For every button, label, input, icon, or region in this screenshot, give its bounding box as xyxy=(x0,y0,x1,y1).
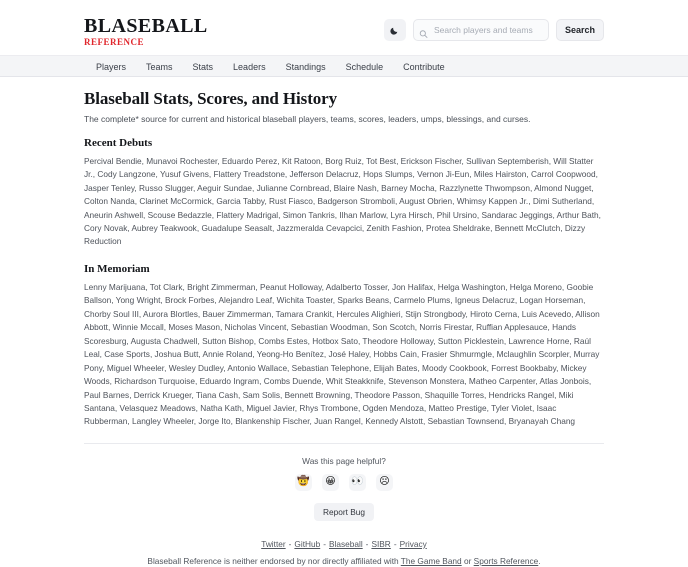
site-logo[interactable] xyxy=(84,14,208,47)
footer-note-suffix: . xyxy=(538,555,541,566)
eyes-emoji[interactable]: 👀 xyxy=(349,474,366,491)
footer-link-privacy[interactable]: Privacy xyxy=(399,538,427,549)
search-input[interactable] xyxy=(413,19,549,41)
feedback-widget xyxy=(84,444,604,521)
footer-link-twitter[interactable]: Twitter xyxy=(261,538,286,549)
footer-link-separator: - xyxy=(288,538,292,549)
theme-toggle-button[interactable] xyxy=(384,19,406,41)
nav-item-stats[interactable]: Stats xyxy=(192,62,214,72)
report-bug-button[interactable]: Report Bug xyxy=(314,503,374,521)
nav-item-teams[interactable]: Teams xyxy=(146,62,173,72)
footer-link-sibr[interactable]: SIBR xyxy=(371,538,391,549)
site-footer xyxy=(84,521,604,567)
page-title: Blaseball Stats, Scores, and History xyxy=(84,89,337,108)
nav-item-standings[interactable]: Standings xyxy=(285,62,326,72)
frowning-face-emoji[interactable]: ☹ xyxy=(376,474,393,491)
feedback-reactions xyxy=(84,474,604,491)
cowboy-hat-face-emoji[interactable]: 🤠 xyxy=(295,474,312,491)
the-game-band-link[interactable]: The Game Band xyxy=(400,555,462,566)
search-button[interactable]: Search xyxy=(556,19,604,41)
footer-note-middle: or xyxy=(461,555,474,566)
footer-link-github[interactable]: GitHub xyxy=(294,538,321,549)
footer-link-separator: - xyxy=(393,538,397,549)
nav-item-leaders[interactable]: Leaders xyxy=(233,62,266,72)
sports-reference-link[interactable]: Sports Reference xyxy=(473,555,539,566)
footer-link-separator: - xyxy=(365,538,369,549)
main-content xyxy=(84,77,604,429)
footer-links xyxy=(84,539,604,549)
nav-item-players[interactable]: Players xyxy=(96,62,127,72)
main-navigation xyxy=(0,55,688,77)
brand-subtitle: REFERENCE xyxy=(84,37,145,47)
feedback-question: Was this page helpful? xyxy=(302,455,386,466)
grinning-face-emoji[interactable]: 😀 xyxy=(322,474,339,491)
content-section xyxy=(84,137,604,249)
footer-link-separator: - xyxy=(323,538,326,549)
section-body-text: Percival Bendie, Munavoi Rochester, Eduardo Perez, Kit Ratoon, Borg Ruiz, Tot Best, Erickson Fischer, Sullivan Septemberish, Will Statter Jr., Cody Langzone, Yusuf Givens, Flattery Treadstone, Jefferson Delacruz, Hops Slumps, Vernon Ji-Eun, Miles Hairston, Carrol Coopwood, Jasper Tenley, Russo Slugger, Aeguir Sundae, Julianne Cornbread, Blaire Nash, Barney Mocha, Razzlynette Thwompson, Almond Nugget, Colton Nanda, Clarinet McCormick, Garcia Tabby, Rust Fiasco, Badgerson Stromboli, August Obrien, Whimsy Kappen Jr., Dimi Sutherland, Aneurin Ashwell, Scouse Bedazzle, Flattery Madrigal, Simon Tankris, Ilhan Marlow, Lyra Hirsch, Phil Ursino, Sandarac Jeggings, Arthur Bath, Cory Novak, Aubrey Teakwook, Guadalupe Seasalt, Jazzmeralda Cevapcici, Zenith Fashion, Protea Sheldrake, Bennett McClutch, Dizzy Reduction xyxy=(84,155,601,247)
page-subtitle: The complete* source for current and historical blaseball players, teams, scores, leaders, umps, blessings, and curses. xyxy=(84,113,531,124)
moon-icon xyxy=(390,26,399,35)
section-body-text: Lenny Marijuana, Tot Clark, Bright Zimmerman, Peanut Holloway, Adalberto Tosser, Jon Halifax, Helga Washington, Helga Moreno, Goobie Ballson, Yong Wright, Brock Forbes, Alejandro Leaf, Wichita Toaster, Sparks Beans, Carmelo Plums, Igneus Delacruz, Logan Horseman, Chorby Soul III, Aurora Blortles, Bauer Zimmerman, Tamara Crankit, Hercules Alighieri, Stijn Strongbody, Hiroto Cerna, Luis Acevedo, Allison Abbott, Winnie Mccall, Moses Mason, Nicholas Vincent, Sebastian Woodman, Son Scotch, Norris Firestar, Ruffian Applesauce, Hands Scoresburg, Augusta Chadwell, Sutton Bishop, Combs Estes, Hotbox Sato, Theodore Holloway, Sutton Picklestein, Lawrence Horne, Raúl Leal, Case Sports, Joshua Butt, Annie Roland, Yeong-Ho Benítez, José Haley, Hobbs Cain, Frasier Shmurmgle, Mclaughlin Scorpler, Murray Pony, Miguel Wheeler, Wesley Dudley, Antonio Wallace, Sebastian Telephone, Elijah Bates, Moody Cookbook, Forrest Bookbaby, Mickey Woods, Richardson Turquoise, Eduardo Ingram, Combs Duende, Whit Steakknife, Stevenson Monstera, Matheo Carpenter, Atlas Jonbois, Paul Barnes, Derrick Krueger, Tiana Cash, Sam Solis, Bennett Browning, Theodore Passon, Shaquille Torres, Hendricks Rangel, Miki Santana, Velasquez Meadows, Natha Kath, Miguel Javier, Rhys Trombone, Ogden Mendoza, Matteo Prestige, Tyler Violet, Isaac Rubberman, Langley Wheeler, Jorge Ito, Blankenship Fischer, Juan Rangel, Kennedy Alstott, Sebastian Townsend, Bryanayah Chang xyxy=(84,282,600,427)
section-heading: Recent Debuts xyxy=(84,136,153,149)
nav-item-contribute[interactable]: Contribute xyxy=(403,62,445,72)
brand-title: BLASEBALL xyxy=(84,15,208,37)
section-heading: In Memoriam xyxy=(84,262,150,275)
footer-note-prefix: Blaseball Reference is neither endorsed by nor directly affiliated with xyxy=(147,555,401,566)
site-header xyxy=(0,0,688,47)
footer-disclaimer xyxy=(84,556,604,567)
content-section xyxy=(84,263,604,429)
search-field-wrapper xyxy=(413,19,549,41)
header-tools xyxy=(384,14,604,41)
nav-item-schedule[interactable]: Schedule xyxy=(345,62,384,72)
content-sections xyxy=(84,137,604,429)
footer-link-blaseball[interactable]: Blaseball xyxy=(329,538,363,549)
